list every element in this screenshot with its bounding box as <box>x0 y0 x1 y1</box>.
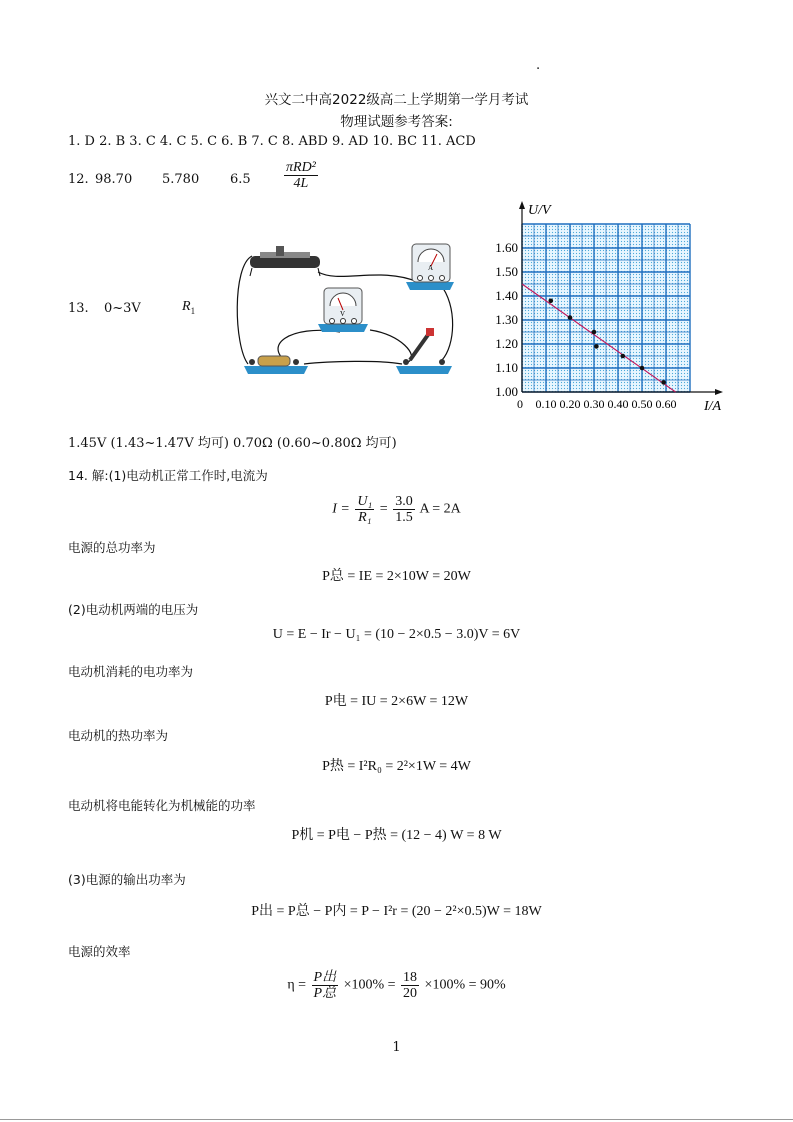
y-tick-label: 1.30 <box>495 312 518 327</box>
x-tick-label: 0.10 <box>535 397 557 411</box>
q12-answer-3: 6.5 <box>230 172 251 187</box>
y-axis-label: U/V <box>528 203 551 218</box>
q14-eq1: I = $\frac{\text{U₁}}{\text{R₁}}$ = $\frac{3.0}{1.5}$ A = 2A <box>332 494 461 525</box>
q14-intro: 14. 解:(1)电动机正常工作时,电流为 <box>68 468 268 483</box>
data-point <box>621 354 626 359</box>
ui-chart <box>488 198 728 416</box>
y-tick-label: 1.20 <box>495 336 518 351</box>
q13-label: 13. <box>68 301 89 316</box>
page-number: 1 <box>392 1040 401 1055</box>
q14-text-8: 电源的效率 <box>68 944 131 959</box>
mc-answers: 1. D 2. B 3. C 4. C 5. C 6. B 7. C 8. ABD 9. AD 10. BC 11. ACD <box>68 134 476 149</box>
q14-text-4: 电动机消耗的电功率为 <box>68 664 194 679</box>
q12-answer-2: 5.780 <box>162 172 200 187</box>
q12-label: 12. <box>68 172 89 187</box>
page-title: 兴文二中高2022级高二上学期第一学月考试 <box>264 92 529 108</box>
x-tick-label: 0 <box>517 397 523 411</box>
header-dot: . <box>536 58 541 73</box>
data-point <box>640 366 645 371</box>
q14-eq2: P总 = IE = 2×10W = 20W <box>322 569 471 584</box>
ammeter <box>406 244 454 290</box>
y-tick-label: 1.00 <box>495 384 518 399</box>
q13-range: 0~3V <box>104 301 141 316</box>
x-axis-arrow <box>715 389 723 395</box>
x-tick-label: 0.60 <box>655 397 677 411</box>
page-subtitle: 物理试题参考答案: <box>340 114 453 130</box>
switch <box>396 328 452 374</box>
x-tick-label: 0.30 <box>583 397 605 411</box>
q14-eq8: η = $\frac{\text{P出}}{\text{P总}}$ ×100% = $\frac{18}{20}$ ×100% = 90% <box>287 970 506 1001</box>
q12-formula-den: 4L <box>293 176 309 191</box>
data-point <box>661 380 666 385</box>
y-tick-label: 1.50 <box>495 264 518 279</box>
wire-left <box>237 256 252 364</box>
chart-grid <box>522 224 690 392</box>
y-tick-label: 1.40 <box>495 288 518 303</box>
x-tick-label: 0.50 <box>631 397 653 411</box>
x-tick-label: 0.40 <box>607 397 629 411</box>
q14-text-3: (2)电动机两端的电压为 <box>68 602 199 617</box>
ammeter-label: A <box>428 264 434 272</box>
q14-text-7: (3)电源的输出功率为 <box>68 872 186 887</box>
wire-right <box>370 330 412 362</box>
q13-resistor: $R_1$ <box>182 299 196 316</box>
q14-eq5: P热 = I²R₀ = 2²×1W = 4W <box>322 759 471 774</box>
y-tick-label: 1.10 <box>495 360 518 375</box>
circuit-diagram <box>230 236 458 378</box>
wire-bottom <box>304 361 402 364</box>
q14-eq3: U = E − Ir − U₁ = (10 − 2×0.5 − 3.0)V = 6V <box>272 627 521 642</box>
x-axis-label: I/A <box>704 399 722 414</box>
y-axis-arrow <box>519 201 525 209</box>
q12-answer-1: 98.70 <box>95 172 133 187</box>
q12-formula <box>282 160 320 191</box>
voltmeter <box>318 288 368 332</box>
q14-text-5: 电动机的热功率为 <box>68 728 169 743</box>
data-point <box>594 344 599 349</box>
q14-eq4: P电 = IU = 2×6W = 12W <box>324 694 469 709</box>
wire-far-right <box>440 284 453 360</box>
q14-eq7: P出 = P总 − P内 = P − I²r = (20 − 2²×0.5)W = 18W <box>251 904 542 919</box>
voltmeter-label: V <box>340 310 346 318</box>
y-tick-label: 1.60 <box>495 240 518 255</box>
q14-text-6: 电动机将电能转化为机械能的功率 <box>68 798 256 813</box>
footer-divider <box>0 1119 793 1120</box>
fixed-resistor <box>244 356 308 374</box>
x-tick-label: 0.20 <box>559 397 581 411</box>
data-point <box>549 299 554 304</box>
wire-top <box>318 272 418 282</box>
rheostat <box>250 246 320 276</box>
q13-results: 1.45V (1.43~1.47V 均可) 0.70Ω (0.60~0.80Ω 均可) <box>68 436 397 451</box>
data-point <box>568 315 573 320</box>
q12-formula-num: πRD² <box>286 160 316 175</box>
q14-text-2: 电源的总功率为 <box>68 540 156 555</box>
data-point <box>592 330 597 335</box>
q14-eq6: P机 = P电 − P热 = (12 − 4) W = 8 W <box>291 828 502 843</box>
